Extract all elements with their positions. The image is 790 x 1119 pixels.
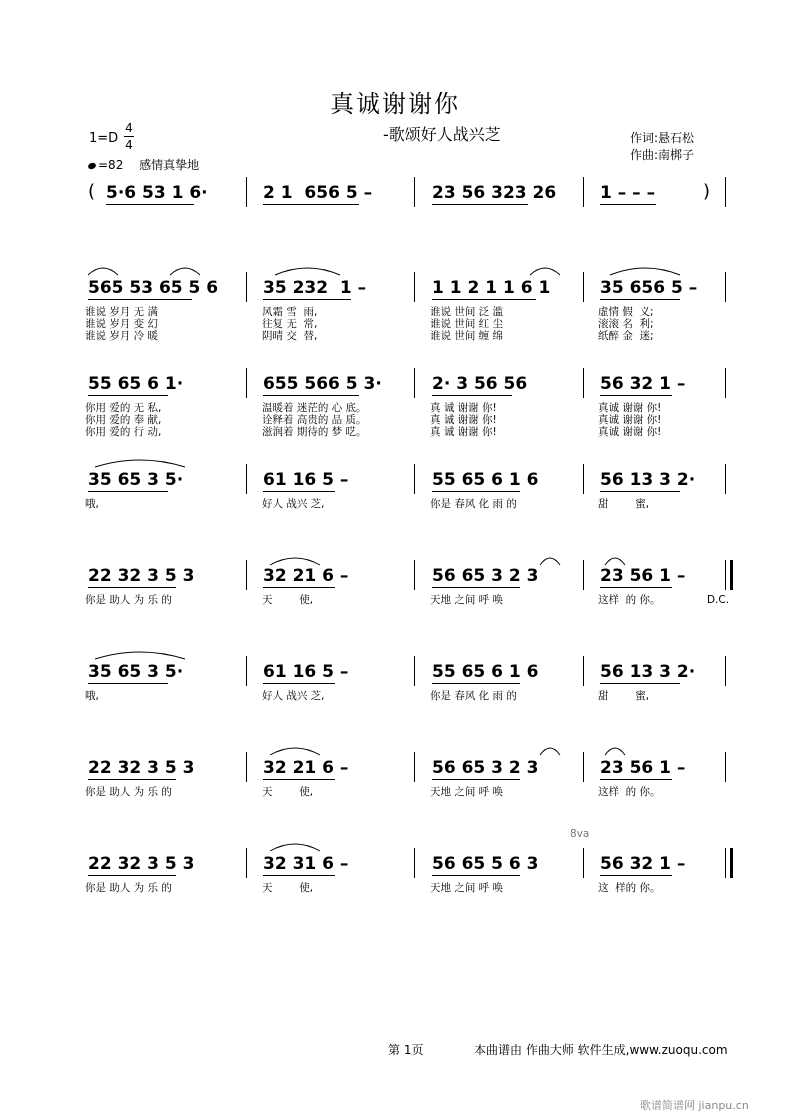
lyric-text: 诠释着 高贵的 品 质。 [262, 414, 367, 426]
lyric-text: 好人 战兴 芝, [262, 690, 325, 702]
measure-notes: 55 65 6 1 6 [432, 470, 539, 490]
page-title: 真诚谢谢你 [330, 90, 460, 118]
repeat-paren-close: ) [703, 181, 711, 202]
lyric-text: 谁说 岁月 冷 暖 [85, 330, 159, 342]
expression-mark: 感情真挚地 [139, 158, 200, 172]
lyric-text: 谁说 世间 红 尘 [430, 318, 504, 330]
time-numerator: 4 [125, 121, 133, 135]
lyric-text: 你是 助人 为 乐 的 [85, 882, 172, 894]
lyric-text: 温暖着 迷茫的 心 底。 [262, 402, 367, 414]
lyric-text: 风霜 雪 雨, [262, 306, 318, 318]
measure-notes: 56 65 3 2 3 [432, 566, 539, 586]
measure-notes: 35 65 3 5· [88, 662, 184, 682]
slur-arc [88, 268, 118, 275]
lyric-text: 你是 助人 为 乐 的 [85, 594, 172, 606]
lyric-text: 天 使, [262, 594, 314, 606]
measure-notes: 35 232 1 – [263, 278, 367, 298]
lyric-text: 滚滚 名 利; [598, 318, 654, 330]
measure-notes: 32 31 6 – [263, 854, 349, 874]
octave-mark: 8va [570, 828, 590, 840]
measure-notes: 23 56 1 – [600, 566, 686, 586]
slur-arc [610, 268, 680, 275]
measure-notes: 2· 3 56 56 [432, 374, 528, 394]
slur-arc [275, 268, 340, 275]
lyric-text: 谁说 世间 泛 滥 [430, 306, 504, 318]
lyric-text: 好人 战兴 芝, [262, 498, 325, 510]
lyric-text: 天 使, [262, 786, 314, 798]
measure-notes: 35 656 5 – [600, 278, 698, 298]
generator-note: 本曲谱由 作曲大师 软件生成,www.zuoqu.com [474, 1043, 728, 1057]
measure-notes: 55 65 6 1· [88, 374, 184, 394]
da-capo-mark: D.C. [707, 594, 730, 606]
slur-arc [540, 748, 560, 755]
lyric-text: 天地 之间 呼 唤 [430, 786, 504, 798]
measure-notes: 22 32 3 5 3 [88, 854, 195, 874]
lyric-text: 你是 助人 为 乐 的 [85, 786, 172, 798]
measure-notes: 61 16 5 – [263, 470, 349, 490]
lyric-text: 谁说 岁月 变 幻 [85, 318, 159, 330]
slur-arc [270, 748, 320, 755]
measure-notes: 35 65 3 5· [88, 470, 184, 490]
lyric-text: 甜 蜜, [598, 690, 650, 702]
measure-notes: 55 65 6 1 6 [432, 662, 539, 682]
lyric-text: 你是 春风 化 雨 的 [430, 498, 517, 510]
lyric-text: 天 使, [262, 882, 314, 894]
lyric-text: 这样 的 你。 [598, 786, 661, 798]
measure-notes: 56 65 5 6 3 [432, 854, 539, 874]
lyric-text: 哦, [85, 690, 99, 702]
slur-arc [270, 558, 320, 565]
lyric-text: 真诚 谢谢 你! [598, 402, 662, 414]
slur-arc [530, 268, 560, 275]
lyric-text: 哦, [85, 498, 99, 510]
lyric-text: 真诚 谢谢 你! [598, 426, 662, 438]
lyric-text: 这样 的 你。 [598, 594, 661, 606]
lyric-text: 这 样的 你。 [598, 882, 661, 894]
measure-notes: 32 21 6 – [263, 566, 349, 586]
measure-notes: 2 1 656 5 – [263, 183, 373, 203]
measure-notes: 23 56 1 – [600, 758, 686, 778]
lyric-text: 天地 之间 呼 唤 [430, 882, 504, 894]
slur-arc [540, 558, 560, 565]
key-signature: 1=D [89, 131, 119, 146]
measure-notes: 61 16 5 – [263, 662, 349, 682]
watermark: 歌谱简谱网 jianpu.cn [640, 1099, 749, 1112]
repeat-paren-open: ( [88, 181, 96, 202]
slur-arc [95, 652, 185, 659]
lyric-text: 你是 春风 化 雨 的 [430, 690, 517, 702]
lyric-text: 你用 爱的 行 动, [85, 426, 162, 438]
lyric-text: 你用 爱的 无 私, [85, 402, 162, 414]
lyric-text: 往复 无 常, [262, 318, 318, 330]
measure-notes: 22 32 3 5 3 [88, 758, 195, 778]
lyric-text: 天地 之间 呼 唤 [430, 594, 504, 606]
lyric-text: 真 诚 谢谢 你! [430, 426, 497, 438]
measure-notes: 565 53 65 5 6 [88, 278, 219, 298]
measure-notes: 23 56 323 26 [432, 183, 557, 203]
slur-arc [170, 268, 200, 275]
slur-arc [95, 460, 185, 467]
lyric-text: 甜 蜜, [598, 498, 650, 510]
lyric-text: 你用 爱的 奉 献, [85, 414, 162, 426]
subtitle: -歌颂好人战兴芝 [383, 125, 501, 144]
composer: 作曲:南梆子 [630, 148, 695, 162]
measure-notes: 1 – – – [600, 183, 656, 203]
measure-notes: 56 32 1 – [600, 854, 686, 874]
measure-notes: 56 13 3 2· [600, 470, 696, 490]
measure-notes: 56 65 3 2 3 [432, 758, 539, 778]
lyric-text: 真 诚 谢谢 你! [430, 402, 497, 414]
lyric-text: 真 诚 谢谢 你! [430, 414, 497, 426]
lyric-text: 谁说 世间 缠 绵 [430, 330, 504, 342]
measure-notes: 1 1 2 1 1 6 1 [432, 278, 551, 298]
tempo-value: =82 [98, 158, 124, 172]
measure-notes: 56 13 3 2· [600, 662, 696, 682]
lyric-text: 滋润着 期待的 梦 呓。 [262, 426, 367, 438]
lyricist: 作词:悬石松 [630, 131, 695, 145]
lyric-text: 纸醉 金 迷; [598, 330, 654, 342]
measure-notes: 655 566 5 3· [263, 374, 382, 394]
slur-arc [605, 558, 625, 565]
time-denominator: 4 [125, 138, 133, 152]
measure-notes: 56 32 1 – [600, 374, 686, 394]
measure-notes: 5·6 53 1 6· [106, 183, 208, 203]
lyric-text: 谁说 岁月 无 满 [85, 306, 159, 318]
slur-arc [605, 748, 625, 755]
measure-notes: 22 32 3 5 3 [88, 566, 195, 586]
lyric-text: 阴晴 交 替, [262, 330, 318, 342]
measure-notes: 32 21 6 – [263, 758, 349, 778]
page-number: 第 1页 [388, 1043, 424, 1057]
lyric-text: 真诚 谢谢 你! [598, 414, 662, 426]
slur-arc [270, 844, 320, 851]
lyric-text: 虚情 假 义; [598, 306, 654, 318]
